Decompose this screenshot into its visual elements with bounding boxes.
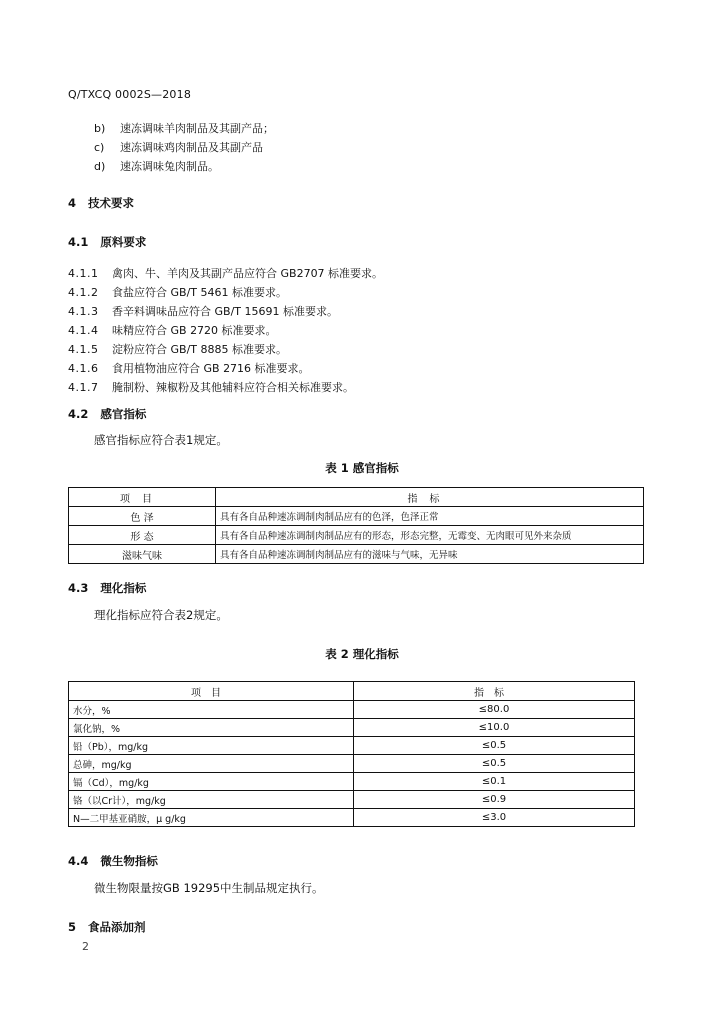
table-header-row [69,682,635,701]
table-cell: 铬（以Cr计），mg/kg [69,791,354,809]
table-cell: 具有各自品种速冻调制肉制品应有的滋味与气味，无异味 [216,545,644,564]
table-cell: ≤10.0 [354,719,635,737]
list-label: c) [94,141,105,154]
table-row [69,701,635,719]
section-number: 4.2 [68,407,89,421]
clause [68,360,310,376]
table-row [69,791,635,809]
list-item [94,158,219,174]
list-label: b) [94,122,106,135]
clause-number: 4.1.3 [68,305,99,318]
table-header-cell: 指标 [354,682,635,701]
clause-number: 4.1.7 [68,381,99,394]
table-header-row [69,488,644,507]
section-heading [68,234,146,250]
section-heading [68,853,158,869]
section-heading [68,195,134,211]
physicochemical-table [68,681,635,827]
section-number: 4.3 [68,581,89,595]
table-cell: 水分，% [69,701,354,719]
table-row [69,507,644,526]
section-title: 理化指标 [100,581,147,595]
clause-text: 禽肉、牛、羊肉及其副产品应符合 GB2707 标准要求。 [112,267,384,280]
section-title: 微生物指标 [100,854,158,868]
paragraph: 感官指标应符合表1规定。 [94,433,228,447]
section-heading [68,919,146,935]
section-number: 5 [68,920,77,934]
clause-number: 4.1.4 [68,324,99,337]
table-cell: 形 态 [69,526,216,545]
standard-code: Q/TXCQ 0002S—2018 [68,88,192,101]
paragraph: 理化指标应符合表2规定。 [94,608,228,622]
sensory-table [68,487,644,564]
list-label: d) [94,160,106,173]
table-cell: 具有各自品种速冻调制肉制品应有的色泽，色泽正常 [216,507,644,526]
table-caption: 表 1 感官指标 [325,461,399,475]
clause-number: 4.1.2 [68,286,99,299]
section-number: 4.4 [68,854,89,868]
clause-text: 淀粉应符合 GB/T 8885 标准要求。 [112,343,287,356]
section-title: 技术要求 [88,196,135,210]
section-heading [68,580,146,596]
section-number: 4 [68,196,77,210]
table-cell: ≤0.5 [354,737,635,755]
clause [68,284,287,300]
clause [68,322,277,338]
clause-number: 4.1.5 [68,343,99,356]
clause-number: 4.1.6 [68,362,99,375]
table-cell: 滋味气味 [69,545,216,564]
table-cell: 具有各自品种速冻调制肉制品应有的形态，形态完整，无霉变、无肉眼可见外来杂质 [216,526,644,545]
clause-number: 4.1.1 [68,267,99,280]
section-title: 感官指标 [100,407,147,421]
table-row [69,719,635,737]
table-cell: 色 泽 [69,507,216,526]
table-caption: 表 2 理化指标 [325,647,399,661]
clause-text: 食用植物油应符合 GB 2716 标准要求。 [112,362,310,375]
table-row [69,526,644,545]
table-cell: ≤0.9 [354,791,635,809]
table-cell: N—二甲基亚硝胺，μ g/kg [69,809,354,827]
table-cell: 铅（Pb），mg/kg [69,737,354,755]
clause [68,303,338,319]
clause [68,379,354,395]
table-cell: ≤80.0 [354,701,635,719]
clause-text: 味精应符合 GB 2720 标准要求。 [112,324,277,337]
section-heading [68,406,146,422]
table-cell: 镉（Cd），mg/kg [69,773,354,791]
page-number: 2 [82,940,89,953]
table-cell: 总砷，mg/kg [69,755,354,773]
clause [68,341,287,357]
clause-text: 食盐应符合 GB/T 5461 标准要求。 [112,286,287,299]
table-cell: ≤0.1 [354,773,635,791]
table-row [69,773,635,791]
list-text: 速冻调味羊肉制品及其副产品； [120,122,274,135]
table-row [69,809,635,827]
table-header-cell: 指标 [216,488,644,507]
paragraph: 微生物限量按GB 19295中生制品规定执行。 [94,881,324,895]
section-title: 原料要求 [100,235,147,249]
list-text: 速冻调味鸡肉制品及其副产品 [120,141,263,154]
clause-text: 香辛料调味品应符合 GB/T 15691 标准要求。 [112,305,338,318]
table-cell: ≤0.5 [354,755,635,773]
table-row [69,545,644,564]
list-text: 速冻调味兔肉制品。 [120,160,219,173]
list-item [94,139,263,155]
clause [68,265,383,281]
section-title: 食品添加剂 [88,920,146,934]
table-row [69,737,635,755]
section-number: 4.1 [68,235,89,249]
table-cell: ≤3.0 [354,809,635,827]
table-header-cell: 项目 [69,682,354,701]
list-item [94,120,274,136]
table-header-cell: 项目 [69,488,216,507]
table-row [69,755,635,773]
table-cell: 氯化钠，% [69,719,354,737]
clause-text: 腌制粉、辣椒粉及其他辅料应符合相关标准要求。 [112,381,354,394]
